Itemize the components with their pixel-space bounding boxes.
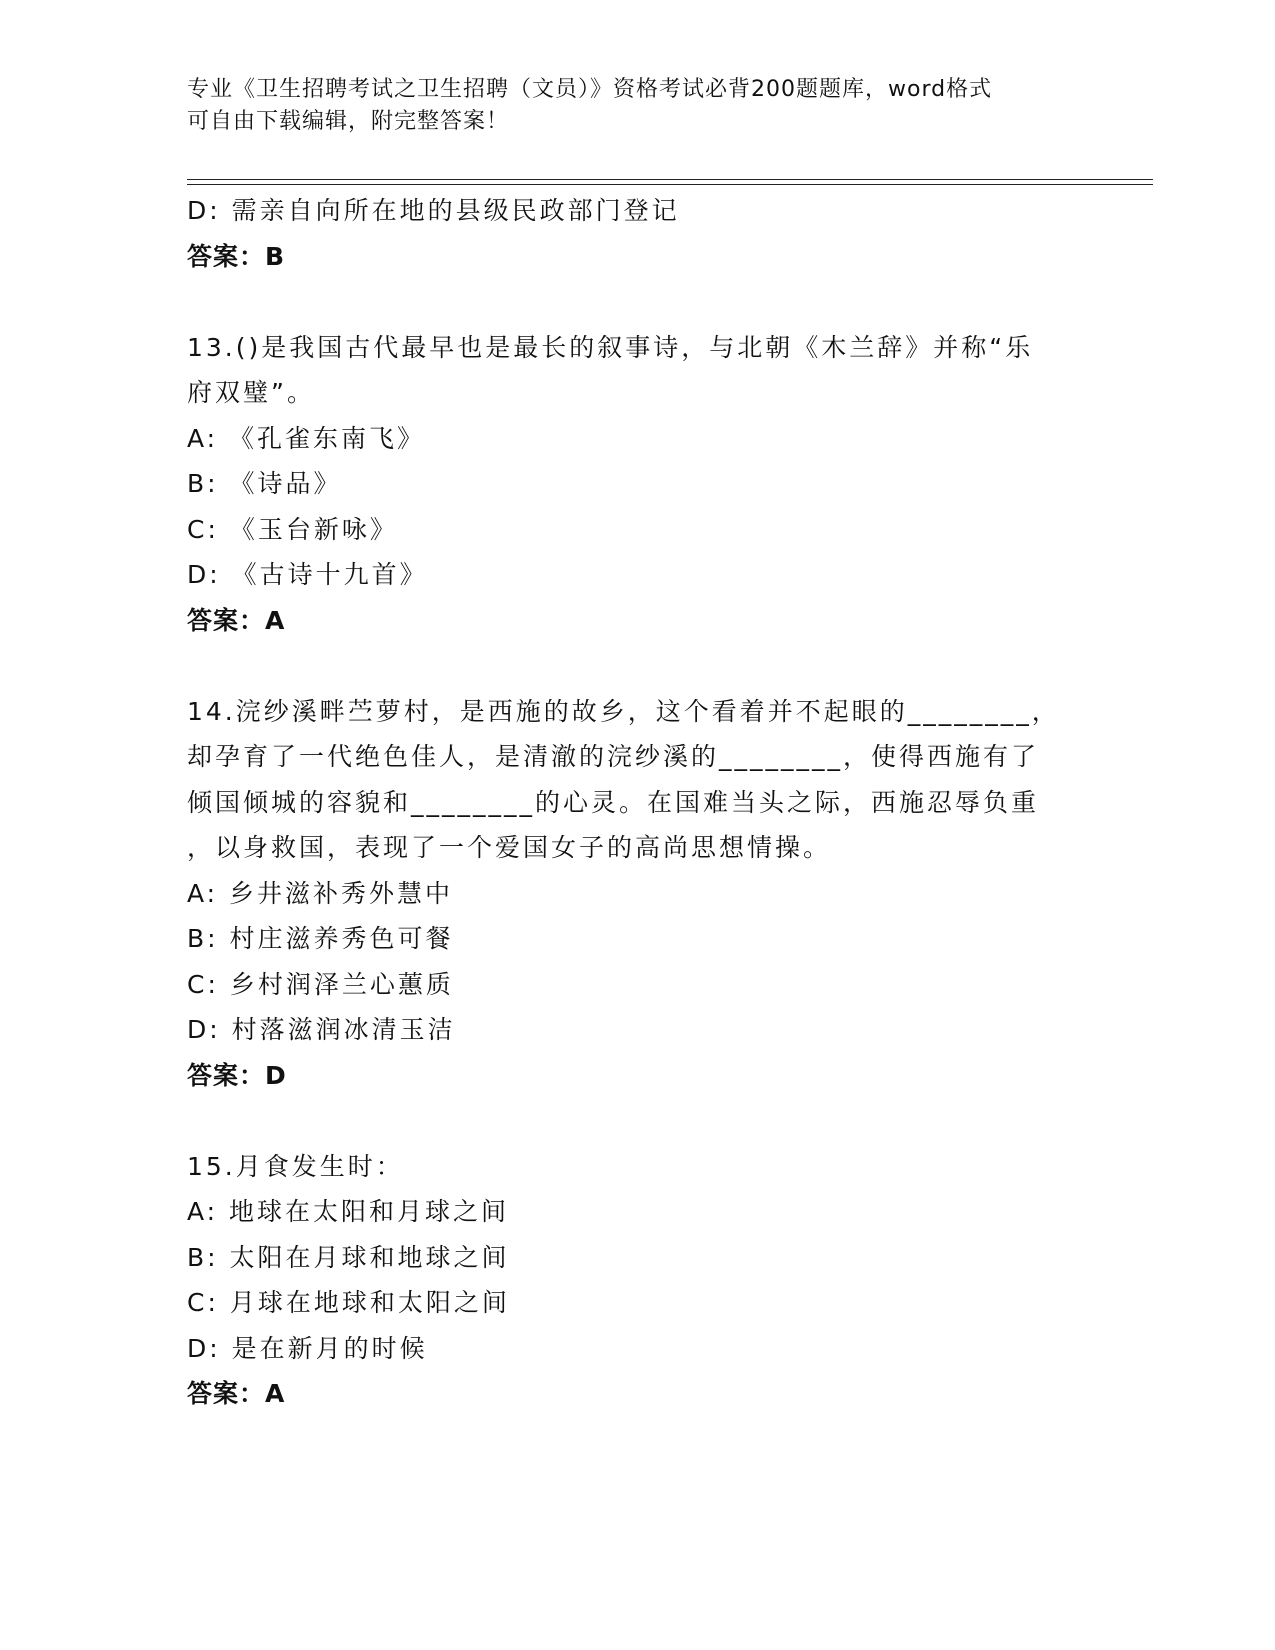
spacer (187, 279, 1087, 325)
page-header (187, 74, 1067, 138)
header-title-line1: 专业《卫生招聘考试之卫生招聘（文员）》资格考试必背200题题库，word格式 (187, 77, 993, 102)
option-b: B: 《诗品》 (187, 469, 342, 498)
option-c: C: 乡村润泽兰心蕙质 (187, 969, 454, 999)
option-d: D: 需亲自向所在地的县级民政部门登记 (187, 196, 680, 225)
header-title-line2: 可自由下载编辑，附完整答案！ (187, 109, 510, 134)
option-a: A: 《孔雀东南飞》 (187, 423, 426, 453)
option-a: A: 地球在太阳和月球之间 (187, 1197, 510, 1226)
answer-line: 答案：A (187, 605, 286, 635)
spacer (187, 643, 1087, 689)
question-stem: 府双璧”。 (187, 378, 315, 407)
option-d: D: 《古诗十九首》 (187, 560, 428, 589)
question-stem: 倾国倾城的容貌和________的心灵。在国难当头之际，西施忍辱负重 (187, 787, 1040, 817)
option-d: D: 村落滋润冰清玉洁 (187, 1015, 456, 1044)
question-stem: 13.()是我国古代最早也是最长的叙事诗，与北朝《木兰辞》并称“乐 (187, 332, 1034, 362)
question-block-14 (187, 689, 1087, 1099)
option-b: B: 村庄滋养秀色可餐 (187, 924, 454, 953)
question-stem: 却孕育了一代绝色佳人，是清澈的浣纱溪的________，使得西施有了 (187, 742, 1040, 771)
question-stem: 14.浣纱溪畔苎萝村，是西施的故乡，这个看着并不起眼的________， (187, 696, 1060, 726)
option-b: B: 太阳在月球和地球之间 (187, 1242, 510, 1272)
option-c: C: 月球在地球和太阳之间 (187, 1288, 510, 1317)
spacer (187, 1098, 1087, 1144)
answer-line: 答案：D (187, 1060, 287, 1090)
question-block-13 (187, 325, 1087, 644)
header-divider-bottom (187, 184, 1153, 185)
option-d: D: 是在新月的时候 (187, 1333, 428, 1363)
question-stem: 15.月食发生时： (187, 1151, 404, 1181)
question-stem: ，以身救国，表现了一个爱国女子的高尚思想情操。 (187, 833, 832, 862)
question-block-15 (187, 1144, 1087, 1417)
option-a: A: 乡井滋补秀外慧中 (187, 878, 454, 908)
question-block-12-tail (187, 188, 1087, 279)
answer-line: 答案：B (187, 241, 286, 271)
header-divider-top (187, 179, 1153, 180)
answer-line: 答案：A (187, 1379, 286, 1408)
question-list (187, 188, 1087, 1417)
option-c: C: 《玉台新咏》 (187, 514, 398, 544)
